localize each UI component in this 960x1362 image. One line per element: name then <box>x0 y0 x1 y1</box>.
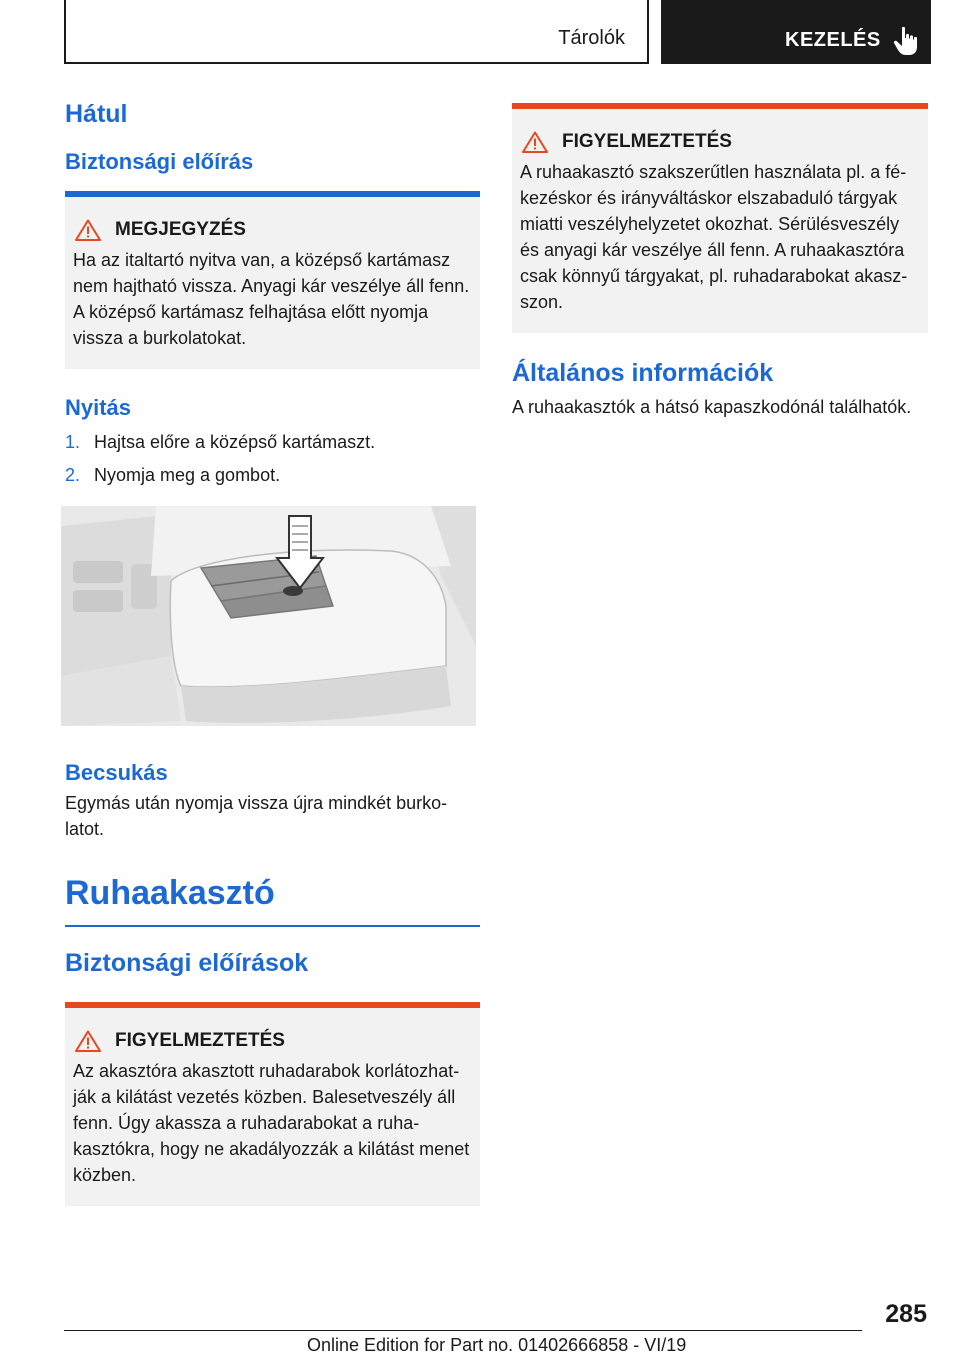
coat-warning-box <box>65 1002 480 1206</box>
step-text: Nyomja meg a gombot. <box>94 465 281 485</box>
coat-warning-text: Az akasztóra akasztott ruhadarabok korlátozhatják a kilátást vezetés közben. Balesetveszély áll fenn. Úgy akassza a ruhadarabokat a ruhakasztókra, hogy ne akadályozzák a kilátást menet közben. <box>73 1061 470 1185</box>
header-section-title: Tárolók <box>558 27 625 49</box>
right-column <box>512 103 928 420</box>
footer-edition: Online Edition for Part no. 01402666858 - VI/19 <box>307 1335 687 1355</box>
header-chapter-tab <box>661 0 931 64</box>
hook-warning-title: FIGYELMEZTETÉS <box>562 131 732 152</box>
heading-hatul: Hátul <box>65 100 128 128</box>
warning-triangle-icon <box>75 219 101 241</box>
step-number: 2. <box>65 465 81 485</box>
coat-warning-title: FIGYELMEZTETÉS <box>115 1030 285 1051</box>
header-chapter-title: KEZELÉS <box>785 29 881 51</box>
warning-triangle-icon <box>75 1030 101 1052</box>
hook-warning-title-row <box>522 131 920 153</box>
opening-steps <box>65 429 480 488</box>
header-section-tab <box>64 0 649 64</box>
armrest-drawing <box>61 506 476 726</box>
note-text: Ha az italtartó nyitva van, a középső kartámasz nem hajtható vissza. Anyagi kár veszélye áll fenn. A középső kartámasz felhajtása előtt nyomja vissza a burkolatokat. <box>73 250 470 348</box>
coat-safety-heading: Biztonsági előírások <box>65 949 309 977</box>
safety-heading: Biztonsági előírás <box>65 149 254 174</box>
list-item <box>65 462 480 488</box>
hook-warning-box <box>512 103 928 333</box>
general-info-heading: Általános információk <box>512 359 774 387</box>
footer-divider <box>64 1330 862 1331</box>
note-title: MEGJEGYZÉS <box>115 219 246 240</box>
general-info-text: A ruhaakasztók a hátsó kapaszkodónál találhatók. <box>512 397 912 417</box>
step-text: Hajtsa előre a középső kartámaszt. <box>94 432 376 452</box>
coat-hook-heading: Ruhaakasztó <box>65 874 480 927</box>
page-number: 285 <box>885 1300 927 1328</box>
closing-heading: Becsukás <box>65 760 168 785</box>
coat-warning-title-row <box>75 1030 472 1052</box>
pointing-hand-icon <box>893 26 919 56</box>
step-number: 1. <box>65 432 81 452</box>
armrest-illustration <box>61 506 476 726</box>
note-box <box>65 191 480 369</box>
note-title-row <box>75 219 472 241</box>
closing-text: Egymás után nyomja vissza újra mindkét burkolatot. <box>65 793 448 839</box>
left-column <box>65 100 480 1206</box>
opening-heading: Nyitás <box>65 395 132 420</box>
warning-triangle-icon <box>522 131 548 153</box>
list-item <box>65 429 480 455</box>
hook-warning-text: A ruhaakasztó szakszerűtlen használata pl. a fékezéskor és irányváltáskor elszabaduló tárgyak miatti veszélyhelyzetet okozhat. Sérülésveszély és anyagi kár veszélye áll fenn. A ruhaakasztóra csak könnyű tárgyakat, pl. ruhadarabokat akaszszon. <box>520 162 908 312</box>
